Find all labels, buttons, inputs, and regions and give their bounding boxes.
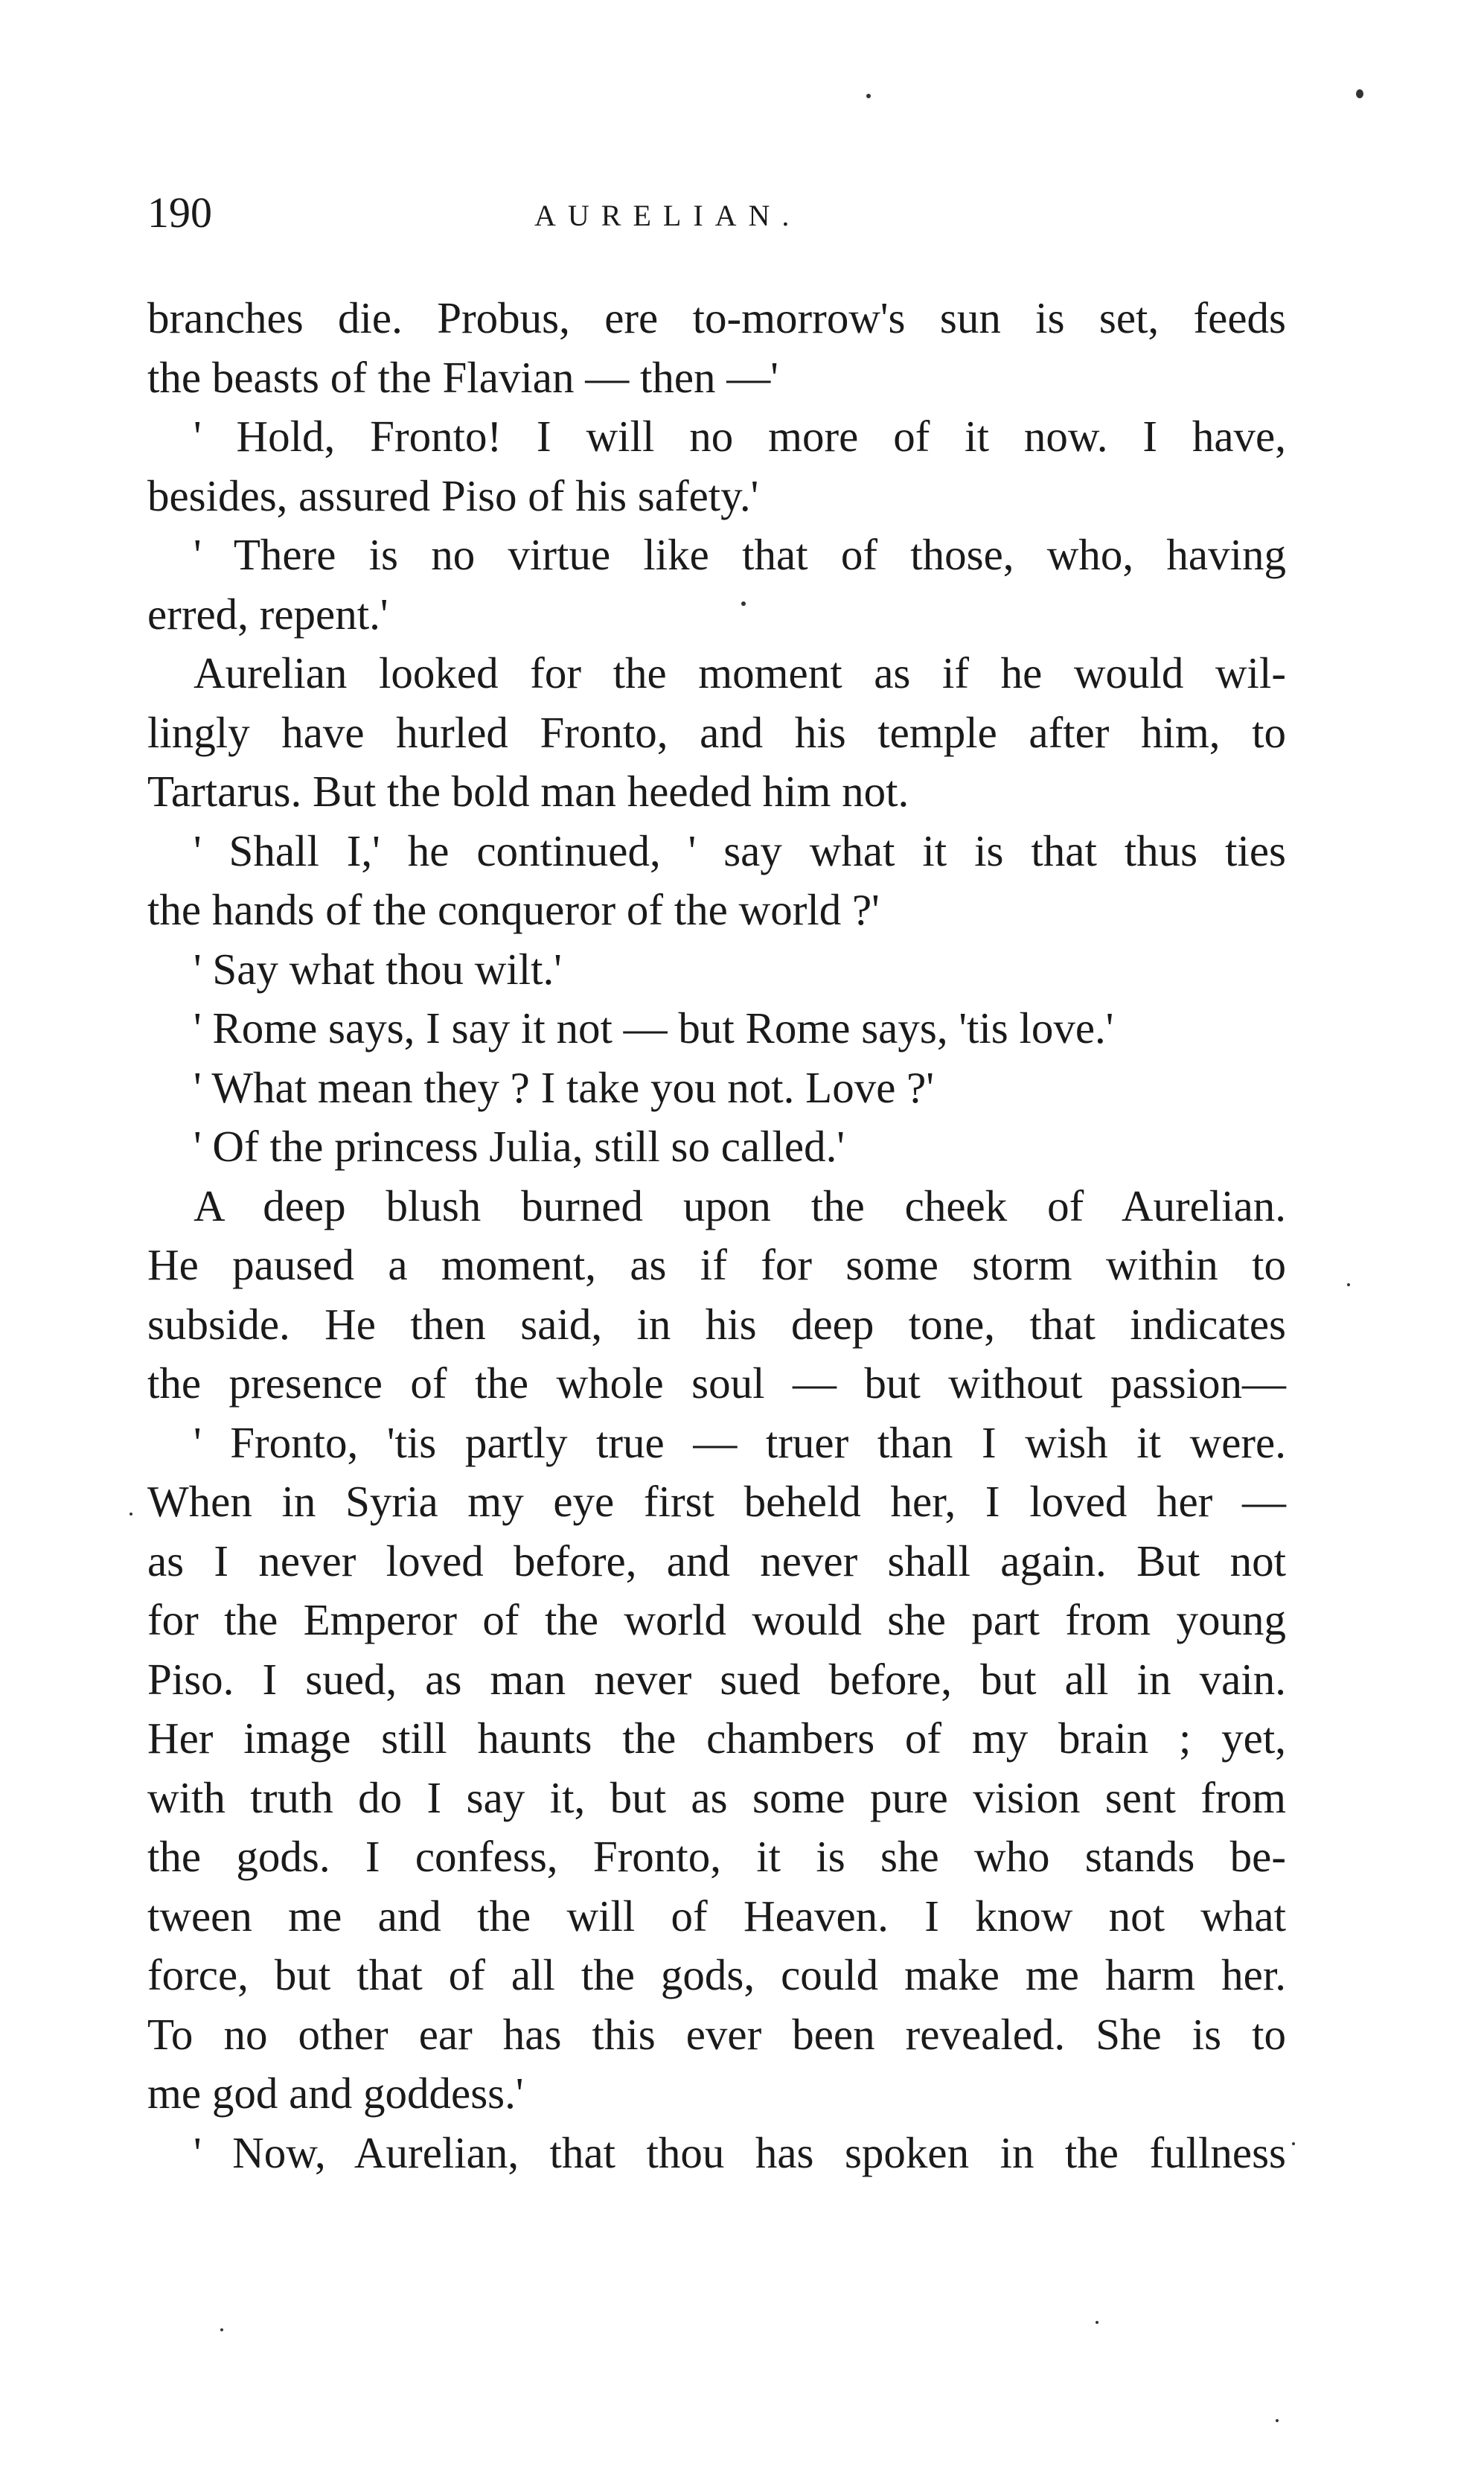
text-line: me god and goddess.': [147, 2069, 524, 2118]
text-line: Tartarus. But the bold man heeded him not.: [147, 767, 909, 816]
text-line: the presence of the whole soul — but without passion—: [147, 1358, 1286, 1408]
page-header: [147, 183, 1279, 243]
ink-speck: [866, 94, 871, 98]
text-line: the gods. I confess, Fronto, it is she who stands be-: [147, 1832, 1286, 1881]
text-line: Her image still haunts the chambers of my brain ; yet,: [147, 1714, 1286, 1763]
text-line: ' Rome says, I say it not — but Rome says, 'tis love.': [194, 1003, 1114, 1053]
text-line: ' Hold, Fronto! I will no more of it now. I have,: [194, 412, 1286, 461]
text-line: lingly have hurled Fronto, and his temple after him, to: [147, 707, 1286, 757]
text-line: the hands of the conqueror of the world ?': [147, 885, 880, 934]
page-number: 190: [147, 188, 212, 237]
text-line: as I never loved before, and never shall again. But not: [147, 1536, 1286, 1585]
ink-speck: [129, 1513, 132, 1516]
text-line: ' There is no virtue like that of those, who, having: [194, 530, 1286, 579]
ink-speck: [741, 601, 746, 606]
text-line: erred, repent.': [147, 589, 388, 639]
text-line: ' Shall I,' he continued, ' say what it is that thus ties: [194, 825, 1286, 875]
text-line: besides, assured Piso of his safety.': [147, 470, 759, 520]
text-line: A deep blush burned upon the cheek of Aurelian.: [194, 1181, 1286, 1230]
text-line: To no other ear has this ever been revealed. She is to: [147, 2009, 1286, 2059]
text-line: subside. He then said, in his deep tone, that indicates: [147, 1299, 1286, 1349]
text-line: Aurelian looked for the moment as if he would wil-: [194, 648, 1286, 697]
text-line: ' Now, Aurelian, that thou has spoken in the fullness: [194, 2127, 1286, 2177]
text-line: When in Syria my eye first beheld her, I loved her —: [147, 1477, 1286, 1526]
ink-speck: [1356, 89, 1363, 98]
text-line: He paused a moment, as if for some storm within to: [147, 1240, 1286, 1289]
text-line: ' Fronto, 'tis partly true — truer than I wish it were.: [194, 1417, 1286, 1467]
ink-speck: [220, 2328, 223, 2331]
text-line: with truth do I say it, but as some pure vision sent from: [147, 1772, 1286, 1822]
text-line: ' Say what thou wilt.': [194, 944, 562, 994]
body-text: [147, 289, 1286, 2182]
ink-speck: [1292, 2142, 1295, 2145]
text-line: ' Of the princess Julia, still so called.': [194, 1122, 845, 1171]
ink-speck: [1347, 1283, 1350, 1286]
text-line: Piso. I sued, as man never sued before, but all in vain.: [147, 1654, 1286, 1704]
text-line: tween me and the will of Heaven. I know not what: [147, 1891, 1286, 1941]
running-title: AURELIAN.: [534, 199, 802, 232]
ink-speck: [1276, 2419, 1279, 2422]
text-line: ' What mean they ? I take you not. Love ?': [194, 1062, 934, 1112]
ink-speck: [1096, 2321, 1098, 2324]
text-line: the beasts of the Flavian — then —': [147, 352, 778, 402]
text-line: force, but that of all the gods, could make me harm her.: [147, 1950, 1286, 1999]
text-line: for the Emperor of the world would she part from young: [147, 1595, 1286, 1644]
text-line: branches die. Probus, ere to-morrow's sun is set, feeds: [147, 293, 1286, 342]
